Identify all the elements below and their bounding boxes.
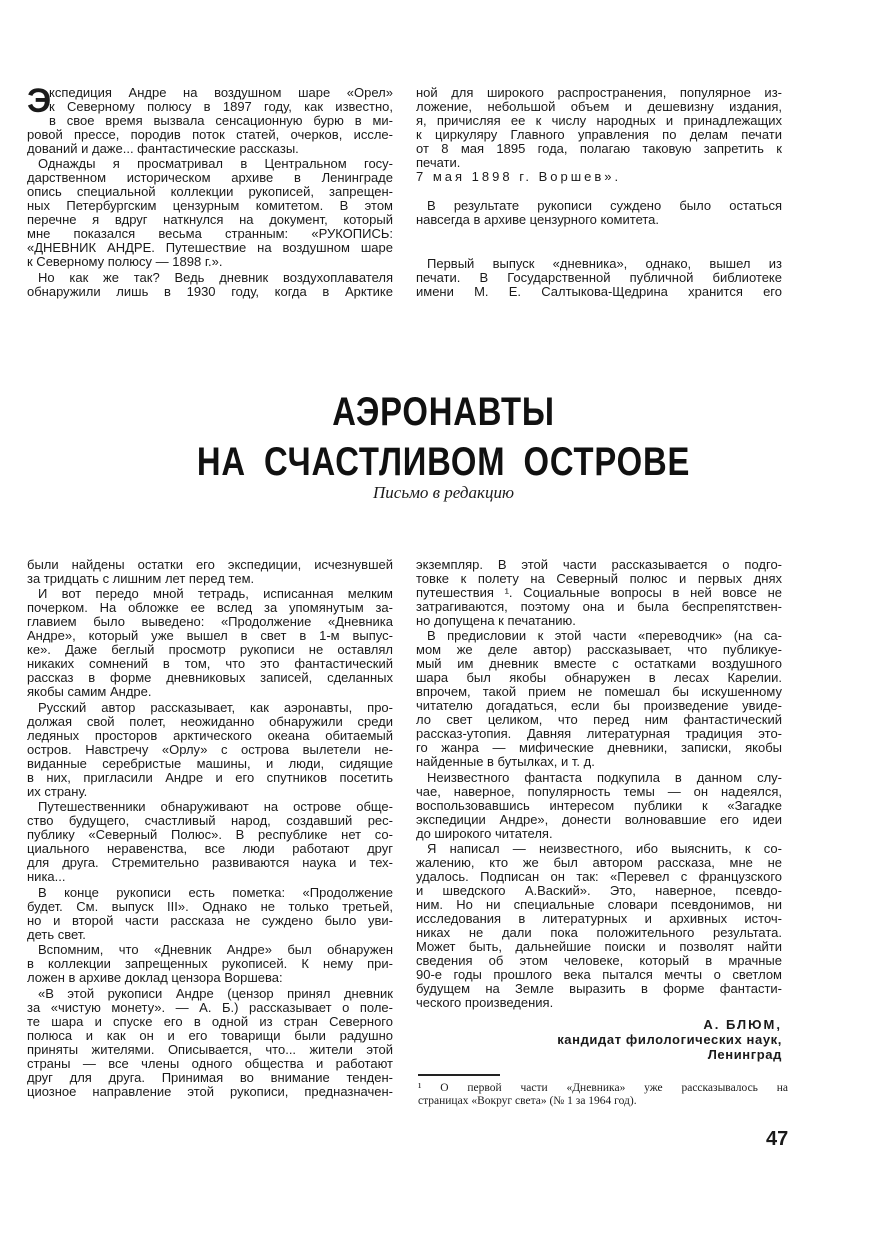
text-line: Может быть, дальнейшие поиски и позволят найти bbox=[416, 939, 782, 954]
bottom-left-column bbox=[27, 556, 393, 1099]
text-line: ческого произведения. bbox=[416, 995, 554, 1010]
text-line: к Северному полюсу — 1898 г.». bbox=[27, 254, 223, 269]
bottom-right-text bbox=[416, 558, 782, 1011]
text-line: те шара и спуске его в одной из стран Северного bbox=[27, 1013, 393, 1029]
text-line: «В этой рукописи Андре (цензор принял дневник bbox=[38, 985, 393, 1001]
author-signature bbox=[416, 1017, 782, 1062]
text-line: сведения об этом человеке, который в мрачные bbox=[416, 953, 782, 968]
paragraph bbox=[27, 987, 393, 1099]
text-line: опись специальной коллекции рукописей, запрещен- bbox=[27, 184, 393, 199]
paragraph bbox=[27, 701, 393, 799]
text-line: В конце рукописи есть пометка: «Продолжение bbox=[38, 884, 393, 900]
footnote bbox=[418, 1080, 788, 1108]
text-line: были найдены остатки его экспедиции, исчезнувшей bbox=[27, 556, 393, 572]
article-title-line-1: АЭРОНАВТЫ bbox=[332, 390, 555, 434]
text-line: дований и даже... фантастические рассказы. bbox=[27, 140, 299, 156]
text-line: воспользовавшись интересом публики к «Загадке bbox=[416, 797, 782, 813]
text-line: путешествия ¹. Социальные вопросы в ней вовсе не bbox=[416, 584, 782, 600]
text-line: дарственном историческом архиве в Ленинграде bbox=[27, 170, 393, 185]
text-line: циального неравенства, все люди работают друг bbox=[27, 841, 393, 856]
footnote-divider bbox=[418, 1074, 500, 1076]
text-line: «ДНЕВНИК АНДРЕ. Путешествие на воздушном шаре bbox=[27, 240, 393, 255]
paragraph bbox=[418, 1082, 788, 1108]
paragraph bbox=[416, 629, 782, 769]
paragraph bbox=[27, 587, 393, 699]
text-line: В результате рукописи суждено было остаться bbox=[427, 198, 782, 213]
text-line: никаких сомнений в том, что это фантастический bbox=[27, 656, 393, 671]
paragraph bbox=[27, 157, 393, 269]
text-line: читателю догадаться, если бы произведение увиде- bbox=[416, 698, 782, 713]
text-line: в свое время вызвала сенсационную бурю в ми- bbox=[49, 112, 393, 128]
text-line: будет. См. выпуск III». Однако не только третьей, bbox=[27, 898, 393, 914]
paragraph bbox=[27, 886, 393, 942]
paragraph bbox=[416, 199, 782, 227]
text-line: навсегда в архиве цензурного комитета. bbox=[416, 212, 660, 227]
text-line: остров. Навстречу «Орлу» с острова вылетели не- bbox=[27, 741, 393, 757]
paragraph bbox=[416, 842, 782, 1010]
text-line: почерком. На обложке ее вслед за упомянутым за- bbox=[27, 600, 393, 615]
bottom-right-column bbox=[416, 556, 782, 1010]
top-left-text bbox=[27, 81, 393, 299]
text-line: циозное направление этой рукописи, предназначен- bbox=[27, 1083, 393, 1099]
text-line: Вспомним, что «Дневник Андре» был обнаружен bbox=[38, 942, 393, 957]
text-line: от 8 мая 1895 года, полагаю таковую запретить к bbox=[416, 140, 782, 156]
first-issue-paragraph bbox=[416, 257, 782, 299]
text-line: полюса и как он и его товарищи были радушно bbox=[27, 1027, 393, 1043]
text-line: ложение, небольшой объем и дешевизну издания, bbox=[416, 98, 782, 114]
text-line: ство будущего, счастливый народ, создавший рес- bbox=[27, 813, 393, 828]
text-line: в коллекции запрещенных рукописей. К нему при- bbox=[27, 956, 393, 971]
text-line: в них, пригласили Андре и его спутников посетить bbox=[27, 769, 393, 785]
text-line: В предисловии к этой части «переводчик» (на са- bbox=[427, 628, 782, 643]
text-line: Русский автор рассказывает, как аэронавты, про- bbox=[38, 699, 393, 715]
text-line: затрагиваются, поэтому она и была беспрепятствен- bbox=[416, 598, 782, 614]
text-line: я, причисляя ее к числу народных и принадлежащих bbox=[416, 112, 782, 128]
footnote-text bbox=[418, 1082, 788, 1108]
paragraph bbox=[27, 800, 393, 884]
text-line: страницах «Вокруг света» (№ 1 за 1964 год). bbox=[418, 1094, 637, 1107]
text-line: виданные серебристые машины, и люди, сидящие bbox=[27, 755, 393, 771]
paragraph bbox=[27, 81, 393, 156]
text-line: товке к полету на Северный полюс и первых днях bbox=[416, 570, 782, 586]
text-line: чае, наверное, популярность темы — он надеялся, bbox=[416, 783, 782, 799]
text-line: главием было выведено: «Продолжение «Дневника bbox=[27, 614, 393, 629]
text-line: их страну. bbox=[27, 783, 88, 799]
text-line: 90-е годы прошлого века пытался мечты о светлом bbox=[416, 967, 782, 982]
top-left-column bbox=[27, 81, 393, 299]
censor-signature-line: 7 мая 1898 г. Воршев». bbox=[416, 168, 622, 184]
text-line: мый им дневник вместе с остатками воздушного bbox=[416, 656, 782, 671]
author-name: А. БЛЮМ, bbox=[703, 1017, 782, 1032]
text-line: и шведского А.Ваский». Это, наверное, псевдо- bbox=[416, 883, 782, 898]
paragraph bbox=[27, 943, 393, 985]
text-line: имени М. Е. Салтыкова-Щедрина хранится его bbox=[416, 283, 782, 299]
text-line: И вот передо мной тетрадь, исписанная мелким bbox=[38, 586, 393, 601]
result-paragraph bbox=[416, 199, 782, 227]
text-line: шара был якобы обнаружен в лесах Карелии. bbox=[416, 670, 782, 685]
paragraph bbox=[416, 771, 782, 841]
text-line: го жанра — мифические дневники, записки, якобы bbox=[416, 740, 782, 755]
text-line: за тридцать с лишним лет перед тем. bbox=[27, 570, 255, 586]
text-line: экземпляр. В этой части рассказывается о подго- bbox=[416, 556, 782, 572]
text-line: ним. Но ни специальные словари псевдонимов, ни bbox=[416, 897, 782, 912]
text-line: страны — все члены одного общества и работают bbox=[27, 1055, 393, 1071]
text-line: публику «Северный Полюс». В республике нет со- bbox=[27, 827, 393, 842]
text-line: якобы самим Андре. bbox=[27, 684, 152, 699]
text-line: ложен в архиве доклад цензора Воршева: bbox=[27, 970, 283, 985]
author-city: Ленинград bbox=[707, 1047, 782, 1062]
author-degree: кандидат филологических наук, bbox=[557, 1032, 782, 1047]
text-line: Андре», который уже вышел в свет в 1-м выпус- bbox=[27, 628, 393, 643]
text-line: рассказ-утопия. Давняя литературная традиция это- bbox=[416, 726, 782, 741]
text-line: ло свет целиком, что перед ним фантастический bbox=[416, 712, 782, 727]
text-line: ке». Даже беглый просмотр рукописи не оставлял bbox=[27, 642, 393, 657]
text-line: к циркуляру Главного управления по делам печати bbox=[416, 126, 782, 142]
article-title-line-2: НА СЧАСТЛИВОМ ОСТРОВЕ bbox=[196, 440, 691, 484]
text-line: ной для широкого распространения, популярное из- bbox=[416, 84, 782, 100]
censor-report-end bbox=[416, 86, 782, 170]
article-subtitle: Письмо в редакцию bbox=[373, 483, 514, 502]
text-line: ника... bbox=[27, 869, 66, 884]
text-line: до широкого читателя. bbox=[416, 825, 553, 841]
text-line: рассказ в форме дневниковых записей, сделанных bbox=[27, 670, 393, 685]
page-number: 47 bbox=[766, 1128, 789, 1150]
paragraph bbox=[416, 558, 782, 628]
text-line: Я написал — неизвестного, ибо выяснить, к со- bbox=[427, 841, 782, 856]
text-line: деть свет. bbox=[27, 926, 86, 942]
text-line: но допущена к печатанию. bbox=[416, 612, 576, 628]
paragraph bbox=[416, 257, 782, 299]
text-line: ровой прессе, породив поток статей, очерков, иссле- bbox=[27, 126, 393, 142]
text-line: друг для друга. Принимая во внимание тенден- bbox=[27, 1069, 393, 1085]
text-line: удалось. Подписан он так: «Перевел с французского bbox=[416, 869, 782, 884]
top-right-column bbox=[416, 84, 782, 299]
text-line: Первый выпуск «дневника», однако, вышел из bbox=[427, 255, 782, 271]
text-line: Однажды я просматривал в Центральном госу- bbox=[38, 156, 393, 171]
text-line: будущем на Земле выразить в форме фантасти- bbox=[416, 981, 782, 996]
text-line: печати. bbox=[416, 154, 461, 170]
text-line: исследования в литературных и архивных источ- bbox=[416, 911, 782, 926]
text-line: никах не дали пока положительного результата. bbox=[416, 925, 782, 940]
drop-cap-letter: Э bbox=[27, 81, 52, 120]
text-line: должая свой полет, неожиданно обнаружили среди bbox=[27, 713, 393, 729]
text-line: мом же деле автор) рассказывает, что публикуе- bbox=[416, 642, 782, 657]
text-line: за «чистую монету». — А. Б.) рассказывает о поле- bbox=[27, 999, 393, 1015]
text-line: впрочем, такой прием не помешал бы искушенному bbox=[416, 684, 782, 699]
text-line: обнаружили лишь в 1930 году, когда в Арктике bbox=[27, 283, 393, 299]
bottom-left-text bbox=[27, 558, 393, 1099]
text-line: перечне я вдруг наткнулся на документ, который bbox=[27, 212, 393, 227]
text-line: мне показался весьма странным: «РУКОПИСЬ: bbox=[27, 226, 393, 241]
text-line: ных Петербургским цензурным комитетом. В этом bbox=[27, 198, 393, 213]
paragraph bbox=[27, 271, 393, 299]
text-line: печати. В Государственной публичной библиотеке bbox=[416, 269, 782, 285]
paragraph bbox=[27, 558, 393, 586]
text-line: к Северному полюсу в 1897 году, как известно, bbox=[49, 98, 393, 114]
text-line: Неизвестного фантаста подкупила в данном слу- bbox=[427, 769, 782, 785]
text-line: но и второй части рассказа не суждено было уви- bbox=[27, 912, 393, 928]
paragraph bbox=[416, 86, 782, 170]
text-line: приняты жителями. Описывается, что... жители этой bbox=[27, 1041, 393, 1057]
text-line: Путешественники обнаруживают на острове обще- bbox=[38, 799, 393, 814]
text-line: жалению, кто же был автором рассказа, мне не bbox=[416, 855, 782, 870]
text-line: найденные в бутылках, и т. д. bbox=[416, 754, 595, 769]
text-line: ледяных просторов арктического океана обитаемый bbox=[27, 727, 393, 743]
text-line: Но как же так? Ведь дневник воздухоплавателя bbox=[38, 269, 393, 285]
text-line: ¹ О первой части «Дневника» уже рассказывалось на bbox=[418, 1081, 788, 1094]
text-line: экспедиции Андре», донести волновавшие его идеи bbox=[416, 811, 782, 827]
text-line: для друга. Стремительно развиваются наука и тех- bbox=[27, 855, 393, 870]
text-line: кспедиция Андре на воздушном шаре «Орел» bbox=[49, 84, 393, 100]
